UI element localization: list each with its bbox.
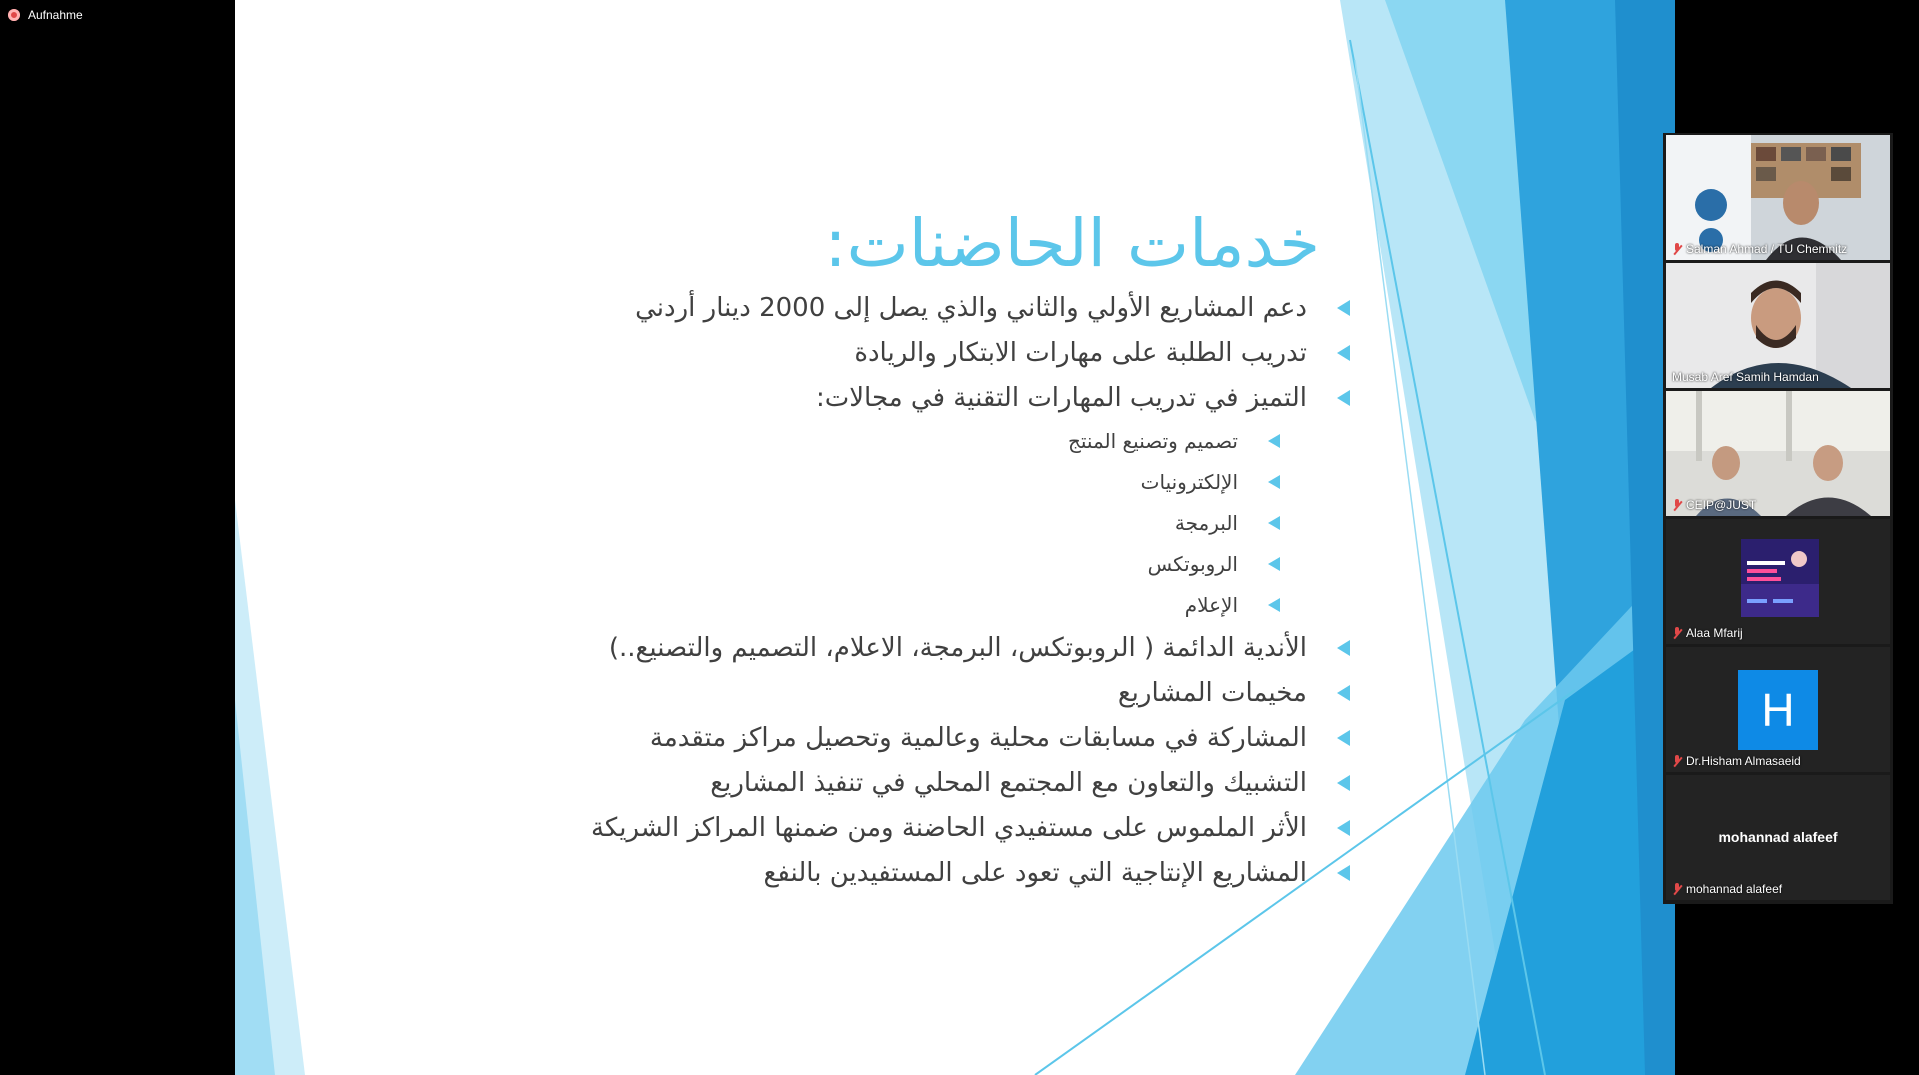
bullet-arrow-icon [1337, 640, 1350, 656]
participant-name-row [1672, 242, 1847, 256]
bullet-item [450, 670, 1350, 715]
sub-bullet-text: البرمجة [1174, 510, 1238, 535]
sub-bullet-text: الإعلام [1184, 592, 1238, 617]
participant-name-row [1672, 626, 1743, 640]
sub-bullet-item [450, 420, 1280, 461]
bullet-text: التشبيك والتعاون مع المجتمع المحلي في تنفيذ المشاريع [710, 767, 1307, 798]
bullet-arrow-icon [1268, 516, 1280, 530]
recording-indicator[interactable] [8, 8, 83, 22]
bullet-arrow-icon [1337, 300, 1350, 316]
bullet-text: التميز في تدريب المهارات التقنية في مجالات: [815, 382, 1307, 413]
recording-label: Aufnahme [28, 8, 83, 22]
participants-panel [1663, 133, 1893, 904]
mic-muted-icon [1672, 627, 1682, 639]
bullet-arrow-icon [1337, 345, 1350, 361]
participant-name: mohannad alafeef [1686, 882, 1783, 896]
sub-bullet-item [450, 543, 1280, 584]
participant-tile[interactable] [1666, 775, 1890, 900]
panel-scrollbar[interactable] [1912, 0, 1915, 1075]
participant-tile[interactable] [1666, 519, 1890, 644]
sub-bullet-text: الإلكترونيات [1140, 469, 1238, 494]
bullet-arrow-icon [1337, 865, 1350, 881]
record-icon [8, 9, 20, 21]
bullet-text: دعم المشاريع الأولي والثاني والذي يصل إلى 2000 دينار أردني [635, 292, 1307, 323]
participant-name: Alaa Mfarij [1686, 626, 1743, 640]
participant-name-row [1672, 370, 1819, 384]
participant-name-row [1672, 882, 1782, 896]
bullet-arrow-icon [1337, 685, 1350, 701]
bullet-item [450, 285, 1350, 330]
participant-tile[interactable] [1666, 391, 1890, 516]
sub-bullet-item [450, 461, 1280, 502]
bullet-text: الأندية الدائمة ( الروبوتكس، البرمجة، الاعلام، التصميم والتصنيع..) [608, 632, 1307, 663]
bullet-text: تدريب الطلبة على مهارات الابتكار والريادة [854, 337, 1307, 368]
bullet-arrow-icon [1268, 557, 1280, 571]
mic-muted-icon [1672, 499, 1682, 511]
participant-avatar-letter: H [1738, 670, 1818, 750]
sub-bullet-text: تصميم وتصنيع المنتج [1067, 428, 1238, 453]
sub-bullet-item [450, 502, 1280, 543]
sub-bullet-text: الروبوتكس [1147, 551, 1238, 576]
bullet-text: المشاركة في مسابقات محلية وعالمية وتحصيل مراكز متقدمة [649, 722, 1307, 753]
bullet-item [450, 715, 1350, 760]
bullet-text: المشاريع الإنتاجية التي تعود على المستفيدين بالنفع [763, 857, 1307, 888]
bullet-arrow-icon [1268, 475, 1280, 489]
participant-name: CEIP@JUST [1686, 498, 1757, 512]
bullet-item [450, 850, 1350, 895]
mic-muted-icon [1672, 755, 1682, 767]
bullet-arrow-icon [1337, 730, 1350, 746]
participant-name-row [1672, 498, 1756, 512]
participant-name: Salman Ahmad / TU Chemnitz [1686, 242, 1848, 256]
participant-name: Dr.Hisham Almasaeid [1686, 754, 1801, 768]
bullet-item [450, 625, 1350, 670]
participant-name-row [1672, 754, 1801, 768]
bullet-text: مخيمات المشاريع [1117, 677, 1307, 708]
presentation-slide [235, 0, 1675, 1075]
mic-muted-icon [1672, 243, 1682, 255]
bullet-item [450, 330, 1350, 375]
participant-center-name: mohannad alafeef [1718, 829, 1838, 845]
participant-tile[interactable] [1666, 135, 1890, 260]
slide-title: خدمات الحاضنات: [824, 205, 1320, 282]
participant-avatar-image [1741, 539, 1819, 617]
bullet-text: الأثر الملموس على مستفيدي الحاضنة ومن ضمنها المراكز الشريكة [590, 812, 1307, 843]
bullet-item [450, 760, 1350, 805]
participant-tile[interactable] [1666, 647, 1890, 772]
bullet-arrow-icon [1337, 820, 1350, 836]
bullet-arrow-icon [1268, 598, 1280, 612]
sub-bullet-item [450, 584, 1280, 625]
bullet-item [450, 805, 1350, 850]
participant-tile[interactable] [1666, 263, 1890, 388]
bullet-arrow-icon [1268, 434, 1280, 448]
mic-muted-icon [1672, 883, 1682, 895]
participant-name: Musab Aref Samih Hamdan [1672, 370, 1819, 384]
bullet-item [450, 375, 1350, 420]
bullet-arrow-icon [1337, 390, 1350, 406]
bullet-arrow-icon [1337, 775, 1350, 791]
bullet-list [450, 285, 1350, 895]
